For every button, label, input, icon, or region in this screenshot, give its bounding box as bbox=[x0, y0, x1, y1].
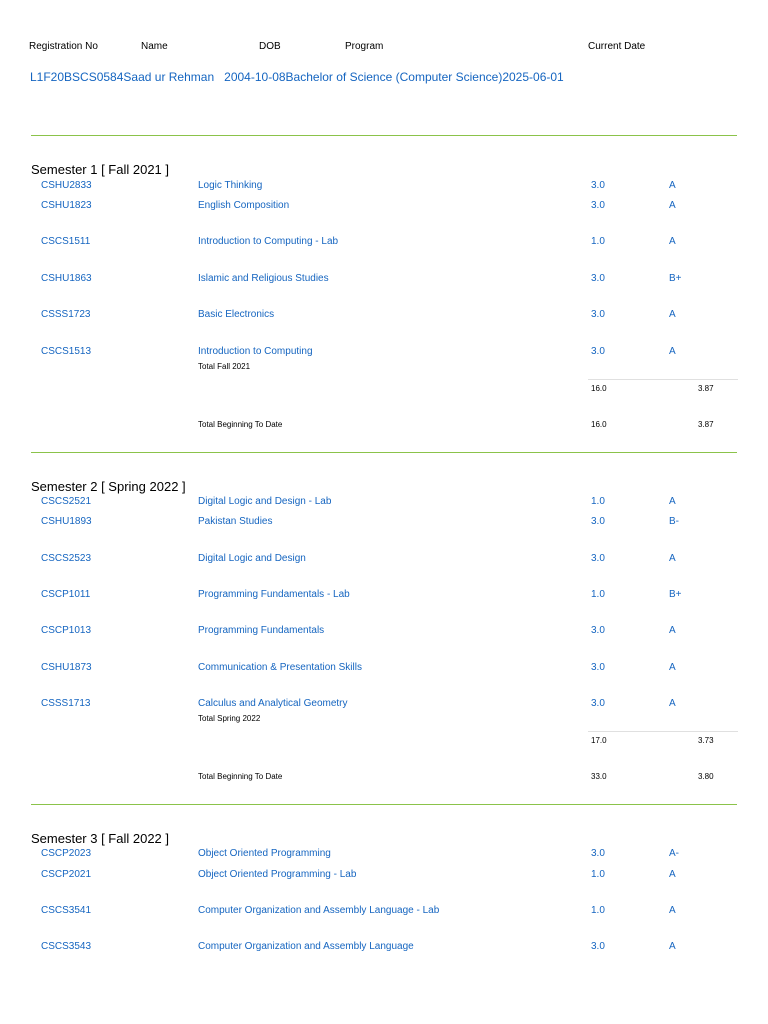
course-credits: 1.0 bbox=[591, 905, 605, 916]
course-code: CSCP2023 bbox=[41, 848, 92, 859]
cumulative-credits: 33.0 bbox=[591, 772, 607, 781]
current-date-label: Current Date bbox=[588, 41, 646, 52]
course-row bbox=[0, 869, 768, 883]
course-title: Object Oriented Programming - Lab bbox=[198, 869, 357, 880]
course-title: Pakistan Studies bbox=[198, 516, 273, 527]
course-credits: 1.0 bbox=[591, 869, 605, 880]
course-code: CSCP1013 bbox=[41, 625, 92, 636]
course-grade: B+ bbox=[669, 589, 682, 600]
course-code: CSCS2523 bbox=[41, 553, 92, 564]
course-grade: A bbox=[669, 553, 676, 564]
course-title: English Composition bbox=[198, 200, 290, 211]
course-code: CSCS1511 bbox=[41, 236, 91, 247]
course-code: CSCP2021 bbox=[41, 869, 92, 880]
term-total-label: Total Spring 2022 bbox=[198, 714, 261, 723]
term-total-label: Total Fall 2021 bbox=[198, 362, 251, 371]
term-gpa: 3.73 bbox=[698, 736, 714, 745]
course-grade: A bbox=[669, 236, 676, 247]
course-row bbox=[0, 553, 768, 567]
course-title: Computer Organization and Assembly Language - Lab bbox=[198, 905, 440, 916]
course-grade: B+ bbox=[669, 273, 682, 284]
course-code: CSHU1873 bbox=[41, 662, 92, 673]
course-title: Calculus and Analytical Geometry bbox=[198, 698, 348, 709]
course-credits: 3.0 bbox=[591, 516, 605, 527]
course-row bbox=[0, 848, 768, 862]
cumulative-credits: 16.0 bbox=[591, 420, 607, 429]
current-date: 2025-06-01 bbox=[502, 70, 564, 84]
course-grade: A bbox=[669, 698, 676, 709]
course-code: CSCP1011 bbox=[41, 589, 91, 600]
semester-title: Semester 3 [ Fall 2022 ] bbox=[31, 831, 170, 846]
course-grade: B- bbox=[669, 516, 679, 527]
semester-title: Semester 1 [ Fall 2021 ] bbox=[31, 162, 170, 177]
course-grade: A bbox=[669, 200, 676, 211]
course-row bbox=[0, 589, 768, 603]
course-grade: A bbox=[669, 309, 676, 320]
course-credits: 3.0 bbox=[591, 625, 605, 636]
program-label: Program bbox=[345, 41, 384, 52]
course-row bbox=[0, 496, 768, 510]
course-credits: 3.0 bbox=[591, 309, 605, 320]
course-grade: A bbox=[669, 905, 676, 916]
course-credits: 1.0 bbox=[591, 496, 605, 507]
course-title: Digital Logic and Design bbox=[198, 553, 306, 564]
course-row bbox=[0, 625, 768, 639]
section-divider bbox=[31, 135, 737, 136]
registration-no: L1F20BSCS0584 bbox=[30, 70, 124, 84]
course-code: CSSS1713 bbox=[41, 698, 91, 709]
course-code: CSHU1863 bbox=[41, 273, 92, 284]
course-grade: A bbox=[669, 496, 676, 507]
course-title: Basic Electronics bbox=[198, 309, 275, 320]
course-grade: A bbox=[669, 869, 676, 880]
course-code: CSCS3541 bbox=[41, 905, 92, 916]
course-row bbox=[0, 941, 768, 955]
course-grade: A bbox=[669, 941, 676, 952]
cumulative-total-label: Total Beginning To Date bbox=[198, 772, 283, 781]
course-credits: 3.0 bbox=[591, 273, 605, 284]
course-title: Programming Fundamentals bbox=[198, 625, 325, 636]
course-row bbox=[0, 309, 768, 323]
course-row bbox=[0, 662, 768, 676]
course-title: Introduction to Computing bbox=[198, 346, 313, 357]
course-row bbox=[0, 346, 768, 360]
term-total-credits: 16.0 bbox=[591, 384, 607, 393]
course-credits: 3.0 bbox=[591, 180, 605, 191]
course-title: Computer Organization and Assembly Language bbox=[198, 941, 414, 952]
total-separator bbox=[588, 731, 738, 732]
course-grade: A bbox=[669, 625, 676, 636]
section-divider bbox=[31, 452, 737, 453]
course-row bbox=[0, 236, 768, 250]
course-title: Introduction to Computing - Lab bbox=[198, 236, 339, 247]
course-row bbox=[0, 273, 768, 287]
registration-no-label: Registration No bbox=[29, 41, 98, 52]
course-code: CSSS1723 bbox=[41, 309, 91, 320]
course-title: Programming Fundamentals - Lab bbox=[198, 589, 350, 600]
course-credits: 3.0 bbox=[591, 200, 605, 211]
term-gpa: 3.87 bbox=[698, 384, 714, 393]
course-grade: A bbox=[669, 662, 676, 673]
course-code: CSHU1893 bbox=[41, 516, 92, 527]
course-grade: A bbox=[669, 346, 676, 357]
term-total-credits: 17.0 bbox=[591, 736, 607, 745]
course-row bbox=[0, 200, 768, 214]
course-title: Communication & Presentation Skills bbox=[198, 662, 362, 673]
course-credits: 3.0 bbox=[591, 662, 605, 673]
course-row bbox=[0, 180, 768, 194]
cumulative-gpa: 3.87 bbox=[698, 420, 714, 429]
course-credits: 3.0 bbox=[591, 848, 605, 859]
course-code: CSCS1513 bbox=[41, 346, 92, 357]
date-of-birth: 2004-10-08 bbox=[224, 70, 286, 84]
total-separator bbox=[588, 379, 738, 380]
course-title: Object Oriented Programming bbox=[198, 848, 331, 859]
course-row bbox=[0, 516, 768, 530]
course-credits: 1.0 bbox=[591, 589, 605, 600]
course-title: Islamic and Religious Studies bbox=[198, 273, 329, 284]
course-row bbox=[0, 698, 768, 712]
course-credits: 3.0 bbox=[591, 698, 605, 709]
student-name: Saad ur Rehman bbox=[123, 70, 215, 84]
course-title: Logic Thinking bbox=[198, 180, 263, 191]
course-grade: A- bbox=[669, 848, 679, 859]
semester-title: Semester 2 [ Spring 2022 ] bbox=[31, 479, 186, 494]
course-code: CSHU1823 bbox=[41, 200, 92, 211]
course-credits: 1.0 bbox=[591, 236, 605, 247]
dob-label: DOB bbox=[259, 41, 281, 52]
course-grade: A bbox=[669, 180, 676, 191]
course-credits: 3.0 bbox=[591, 941, 605, 952]
section-divider bbox=[31, 804, 737, 805]
course-code: CSHU2833 bbox=[41, 180, 92, 191]
course-code: CSCS2521 bbox=[41, 496, 92, 507]
course-row bbox=[0, 905, 768, 919]
course-credits: 3.0 bbox=[591, 346, 605, 357]
course-code: CSCS3543 bbox=[41, 941, 92, 952]
cumulative-gpa: 3.80 bbox=[698, 772, 714, 781]
student-info-row bbox=[30, 70, 564, 84]
name-label: Name bbox=[141, 41, 168, 52]
cumulative-total-label: Total Beginning To Date bbox=[198, 420, 283, 429]
program-name: Bachelor of Science (Computer Science) bbox=[285, 70, 503, 84]
course-title: Digital Logic and Design - Lab bbox=[198, 496, 332, 507]
course-credits: 3.0 bbox=[591, 553, 605, 564]
